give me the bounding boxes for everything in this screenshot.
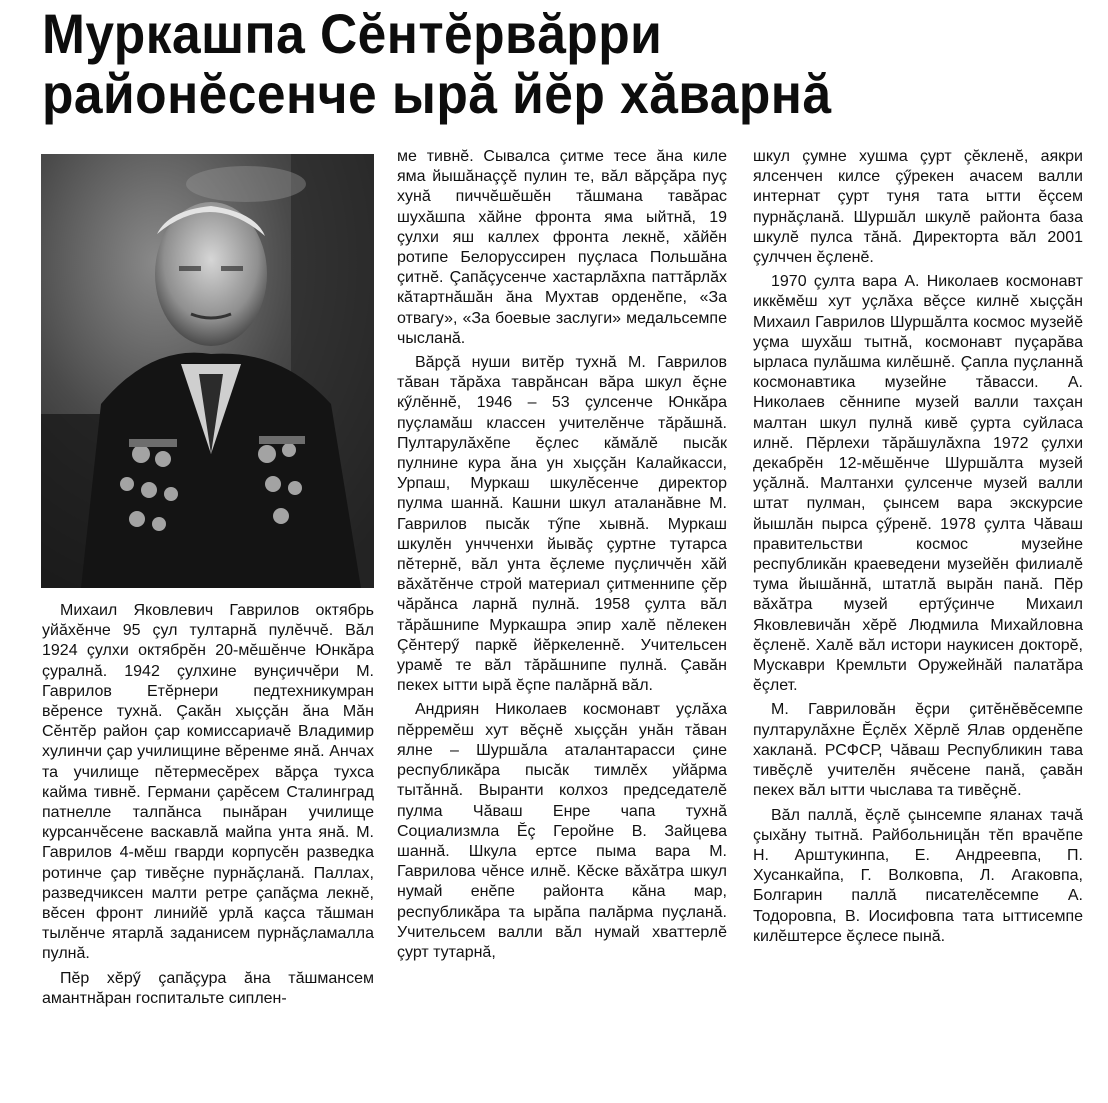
article-paragraph: шкул çумне хушма çурт çĕкленĕ, аякри ялсенчен килсе çӳрекен ачасем валли интернат çурт туня тата ытти ĕçсем пурнăçланă. Шуршăл шкулĕ районта база шкулĕ пулса тăнă. Директорта вăл 2001 çулччен ĕçленĕ. xyxy=(753,148,1083,267)
article-paragraph: М. Гавриловăн ĕçри çитĕнĕвĕсемпе пултарулăхне Ĕçлĕх Хĕрлĕ Ялав орденĕпе хакланă. РСФСР, Чăваш Республикин тава тивĕçлĕ учителĕн ячĕсене панă, çавăн пекех вăл ытти чыслава та тивĕçнĕ. xyxy=(753,701,1083,800)
article-paragraph: Михаил Яковлевич Гаврилов октябрь уйăхĕнче 95 çул тултарнă пулĕччĕ. Вăл 1924 çулхи октябрĕн 20-мĕшĕнче Юнкăра çуралнă. 1942 çулхине вунçиччĕри М. Гаврилов Етĕрнери педтехникумран вĕренсе тухнă. Çакăн хыççăн ăна Мăн Сĕнтĕр район çар комиссариачĕ Владимир хулинчи çар училищине вĕренме янă. Анчах та училище пĕтермесĕрех вăрçа тухса кайма тивнĕ. Германи çарĕсем Сталинград патнелле талпăнса пынăран училище курсанчĕсене васкавлă майпа унта янă. М. Гаврилов 4-мĕш гварди корпусĕн разведка ротинче çар тивĕçне пурнăçланă. Паллах, разведчиксен малти ретре çапăçма лекнĕ, вĕсен фронт линийĕ урлă каçса тăшман тылĕнче ятарлă заданисем пурнăçламалла пулнă. xyxy=(42,602,374,963)
article-paragraph: ме тивнĕ. Сывалса çитме тесе ăна киле яма йышăнаççĕ пулин те, вăл вăрçăра пуç хунă пиччĕшĕшĕн тăшмана тавăрас шухăшпа хăйне фронта яма ыйтнă, 19 çулхи яш каллех фронта лекнĕ, хăйĕн ротипе Белоруссирен пуçласа Польшăна çитнĕ. Çапăçусенче хастарлăхпа паттăрлăх кăтартнăшăн ăна Мухтав орденĕпе, «За отвагу», «За боевые заслуги» медальсемпе чысланă. xyxy=(397,148,727,347)
article-column-2 xyxy=(397,147,727,963)
portrait-photo xyxy=(41,154,374,588)
article-paragraph: Вăл паллă, ĕçлĕ çынсемпе яланах тачă çыхăну тытнă. Райбольницăн тĕп врачĕпе Н. Арштукинпа, Е. Андреевпа, П. Хусанкайпа, Г. Волковпа, Л. Агаковпа, Болгарин паллă писателĕсемпе А. Тодоровпа, В. Иосифовпа тата ыттисемпе килĕштерсе ĕçлесе пынă. xyxy=(753,806,1083,945)
article-paragraph: Андриян Николаев космонавт уçлăха пĕрремĕш хут вĕçнĕ хыççăн унăн тăван ялне – Шуршăла аталантарасси çине республикăра пысăк тимлĕх уйăрма тытăннă. Выранти колхоз председателĕ пулма Чăваш Енре чапа тухнă Социализмла Ĕç Геройне В. Зайцева шаннă. Шкула ертсе пыма вара М. Гаврилова чĕнсе илнĕ. Кĕске вăхăтра шкул нумай енĕпе районта кăна мар, республикăра та ырăпа палăрма пуçланă. Учительсем валли вăл нумай хваттерлĕ çурт тутарнă, xyxy=(397,701,727,961)
article-headline xyxy=(42,4,999,124)
article-paragraph: Вăрçă нуши витĕр тухнă М. Гаврилов тăван тăрăха таврăнсан вăра шкул ĕçне кӳлĕннĕ, 1946 – 53 çулсенче Юнкăра пуçламăш классен учителĕнче тăрăшнă. Пултарулăхĕпе ĕçлес кăмăлĕ пысăк пулнине кура ăна ун хыççăн Калайкасси, Урпаш, Муркаш шкулĕсенче директор пулма шаннă. Кашни шкул аталанăвне М. Гаврилов пысăк тӳпе хывнă. Муркаш шкулĕн унчченхи йывăç çуртне тутарса пĕтернĕ, вăл унта ĕçлеме пуçличчĕн хăй вăхăтĕнче строй материал çитменнипе çĕр чăрăнса ларнă пулнă. 1958 çулта вăл тăрăшнипе Муркашра эпир халĕ пĕлекен Çĕнтерӳ паркĕ йĕркеленнĕ. Учительсен урамĕ те вăл тăрăшнипе пулнă. Çавăн пекех ытти ырă ĕçпе палăрнă вăл. xyxy=(397,354,727,695)
article-column-1 xyxy=(42,601,374,1009)
article-column-3 xyxy=(753,147,1083,947)
headline-line-1: Муркашпа Сĕнтĕрвăрри xyxy=(42,2,663,65)
article-paragraph: Пĕр хĕрӳ çапăçура ăна тăшмансем амантнăран госпитальте сиплен- xyxy=(42,969,374,1007)
headline-line-2: районĕсенче ырă йĕр хăварнă xyxy=(42,62,832,125)
article-paragraph: 1970 çулта вара А. Николаев космонавт иккĕмĕш хут уçлăха вĕçсе килнĕ хыççăн Михаил Гаврилов Шуршăлта космос музейĕ уçма шухăш тытнă, космонавт пуçарăва ырласа пулăшма килĕшнĕ. Çапла пуçланнă космонавтика музейне тăвасси. А. Николаев сĕннипе музей валли тахçан малтан шкул пулнă кивĕ çурта суйласа илнĕ. Пĕрлехи тăрăшулăхпа 1972 çулхи декабрĕн 12-мĕшĕнче Шуршăлта музей уçăлнă. Малтанхи çулсенче музей валли штат пулман, çынсем вара экскурсие йышлăн пырса çӳренĕ. 1978 çулта Чăваш правительстви космос музейне республикăн краеведени музейĕн филиалĕ тума йышăннă, штатлă вырăн панă. Пĕр вăхăтра музей ертӳçинче Михаил Яковлевичăн хĕрĕ Людмила Михайловна ĕçленĕ. Халĕ вăл истори наукисен докторĕ, Мускаври Кремльти Оружейнăй палатăра ĕçлет. xyxy=(753,273,1083,695)
portrait-photo-drawing xyxy=(41,154,374,588)
